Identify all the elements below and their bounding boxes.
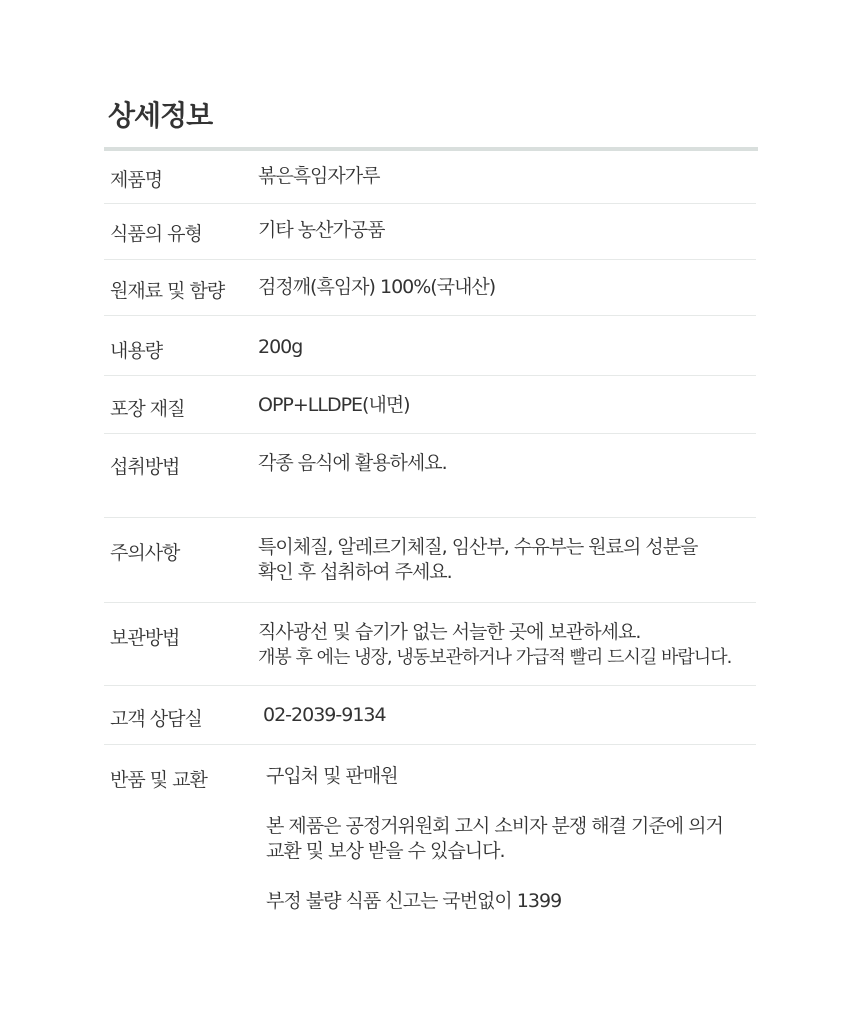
info-row-food-type: [104, 204, 756, 260]
info-row-customer-service: [104, 686, 756, 745]
info-row-product-name: [104, 151, 756, 204]
info-row-packaging: [104, 376, 756, 434]
row-value: 200g: [258, 336, 303, 358]
row-label: 제품명: [110, 169, 163, 191]
row-label: 식품의 유형: [110, 223, 202, 245]
row-value: 각종 음식에 활용하세요.: [258, 452, 447, 474]
row-value: 검정깨(흑임자) 100%(국내산): [258, 276, 496, 298]
row-value: 특이체질, 알레르기체질, 임산부, 수유부는 원료의 성분을 확인 후 섭취하여 주세요.: [258, 536, 698, 583]
row-label: 섭취방법: [110, 456, 180, 478]
info-row-net-content: [104, 316, 756, 376]
row-value: OPP+LLDPE(내면): [258, 394, 410, 416]
row-label: 포장 재질: [110, 398, 185, 420]
row-value: 볶은흑임자가루: [258, 165, 380, 187]
row-label: 보관방법: [110, 627, 180, 649]
row-value: 02-2039-9134: [263, 704, 386, 726]
row-value: 직사광선 및 습기가 없는 서늘한 곳에 보관하세요. 개봉 후 에는 냉장, 냉동보관하거나 가급적 빨리 드시길 바랍니다.: [258, 621, 732, 668]
row-label: 고객 상담실: [110, 708, 202, 730]
row-label: 주의사항: [110, 542, 180, 564]
info-row-ingredients: [104, 260, 756, 316]
info-row-storage: [104, 603, 756, 686]
row-value: 기타 농산가공품: [258, 219, 385, 241]
row-value: 구입처 및 판매원 본 제품은 공정거위원회 고시 소비자 분쟁 해결 기준에 의거 교환 및 보상 받을 수 있습니다. 부정 불량 식품 신고는 국번없이 1399: [266, 765, 723, 912]
info-row-returns: [104, 745, 756, 935]
info-row-caution: [104, 518, 756, 603]
row-label: 내용량: [110, 340, 163, 362]
page-title: 상세정보: [108, 99, 213, 132]
row-label: 반품 및 교환: [110, 769, 207, 791]
info-row-usage: [104, 434, 756, 518]
row-label: 원재료 및 함량: [110, 280, 225, 302]
